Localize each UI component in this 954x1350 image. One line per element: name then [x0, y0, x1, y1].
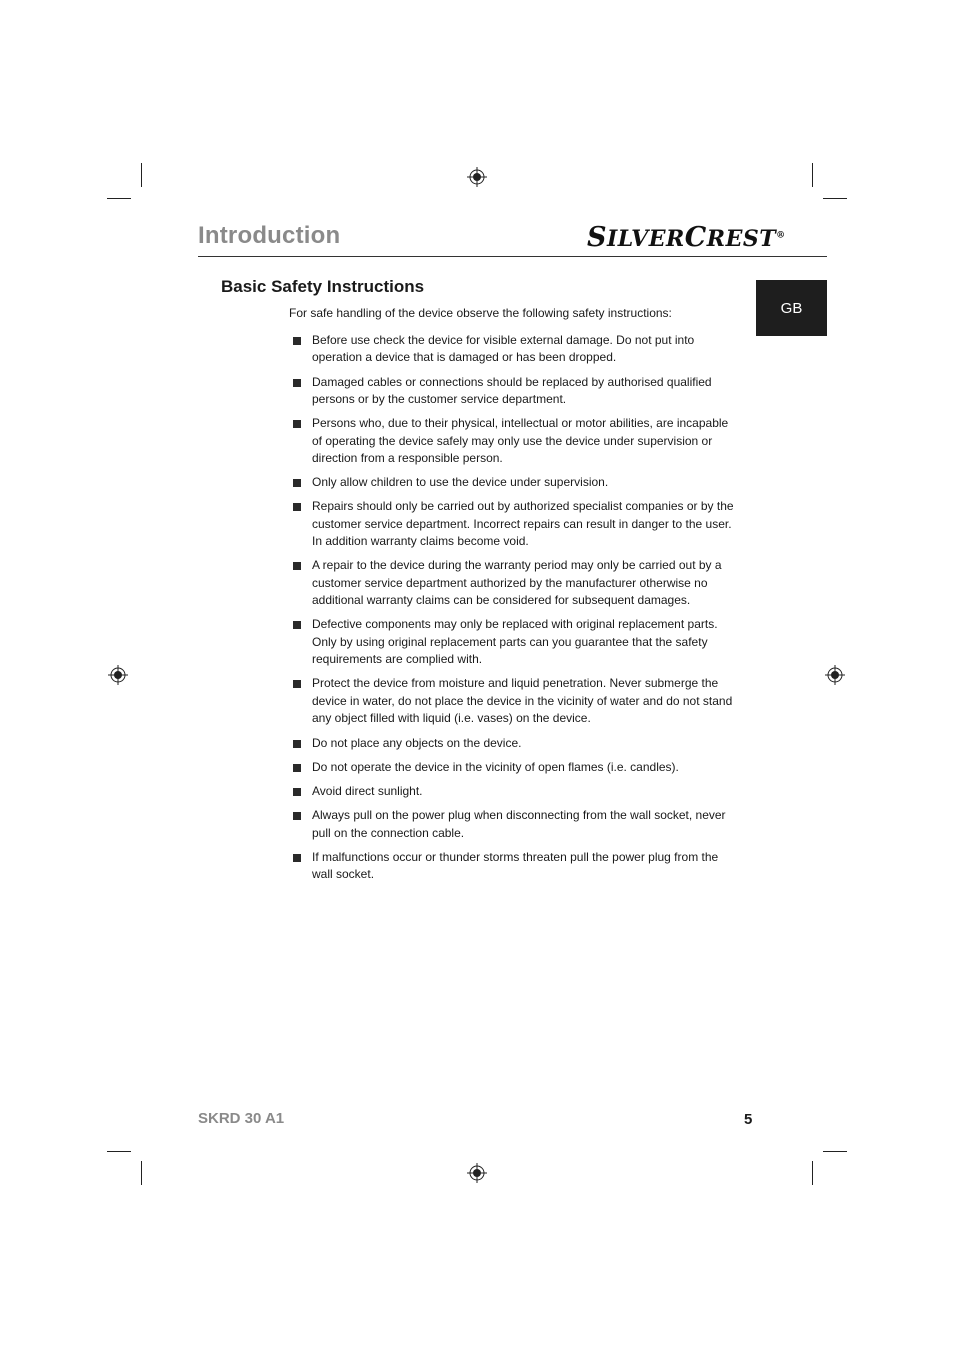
list-item-text: Damaged cables or connections should be replaced by authorised qualified persons or by the customer service department.: [312, 374, 712, 407]
registration-mark-icon: [467, 1163, 487, 1183]
crop-mark: [141, 1161, 142, 1185]
logo-text: ILVER: [607, 226, 685, 252]
bullet-icon: [293, 854, 301, 862]
list-item-text: If malfunctions occur or thunder storms threaten pull the power plug from the wall socket.: [312, 849, 719, 882]
bullet-icon: [293, 379, 301, 387]
crop-mark: [107, 1151, 131, 1152]
list-item: [289, 675, 734, 727]
bullet-icon: [293, 420, 301, 428]
model-number: SKRD 30 A1: [198, 1110, 285, 1127]
list-item-text: Avoid direct sunlight.: [312, 783, 423, 798]
crop-mark: [812, 1161, 813, 1185]
brand-logo: [587, 222, 786, 253]
registration-mark-icon: [108, 665, 128, 685]
bullet-icon: [293, 740, 301, 748]
header-divider: [198, 256, 827, 257]
list-item-text: Do not operate the device in the vicinity of open flames (i.e. candles).: [312, 759, 679, 774]
logo-letter: S: [587, 222, 607, 253]
crop-mark: [107, 198, 131, 199]
list-item: [289, 498, 734, 550]
list-item: [289, 374, 734, 409]
list-item-text: Defective components may only be replaced with original replacement parts. Only by using original replacement parts can you guarantee that the safety requirements are complied with.: [312, 617, 718, 667]
logo-text: REST: [706, 226, 777, 252]
crop-mark: [823, 198, 847, 199]
list-item: [289, 616, 734, 668]
bullet-icon: [293, 503, 301, 511]
list-item: [289, 759, 734, 776]
list-item-text: A repair to the device during the warranty period may only be carried out by a customer service department authorized by the manufacturer otherwise no additional warranty claims can be considered for subsequent damages.: [312, 558, 722, 608]
crop-mark: [823, 1151, 847, 1152]
list-item-text: Before use check the device for visible external damage. Do not put into operation a device that is damaged or has been dropped.: [312, 333, 695, 365]
list-item: [289, 557, 734, 609]
page-title: Introduction: [198, 222, 341, 249]
bullet-icon: [293, 621, 301, 629]
bullet-icon: [293, 562, 301, 570]
bullet-icon: [293, 812, 301, 820]
registration-mark-icon: [825, 665, 845, 685]
bullet-icon: [293, 788, 301, 796]
bullet-icon: [293, 479, 301, 487]
registration-mark-icon: [467, 167, 487, 187]
list-item: [289, 735, 734, 752]
list-item: [289, 783, 734, 800]
list-item: [289, 849, 734, 884]
safety-list: [289, 332, 734, 890]
list-item-text: Only allow children to use the device under supervision.: [312, 475, 609, 490]
bullet-icon: [293, 337, 301, 345]
list-item: [289, 474, 734, 491]
list-item-text: Protect the device from moisture and liquid penetration. Never submerge the device in water, do not place the device in the vicinity of water and do not stand any object filled with liquid (i.e. vases) on the device.: [312, 676, 733, 726]
logo-letter: C: [684, 222, 707, 253]
list-item: [289, 332, 734, 367]
crop-mark: [812, 163, 813, 187]
intro-text: For safe handling of the device observe the following safety instructions:: [289, 306, 672, 320]
trademark-symbol: ®: [776, 230, 786, 241]
bullet-icon: [293, 680, 301, 688]
list-item: [289, 807, 734, 842]
list-item: [289, 415, 734, 467]
bullet-icon: [293, 764, 301, 772]
crop-mark: [141, 163, 142, 187]
list-item-text: Repairs should only be carried out by authorized specialist companies or by the customer service department. Incorrect repairs can result in danger to the user. In addition warranty claims become void.: [312, 499, 734, 549]
language-tab: GB: [756, 280, 827, 336]
list-item-text: Always pull on the power plug when disconnecting from the wall socket, never pull on the connection cable.: [312, 808, 726, 840]
list-item-text: Persons who, due to their physical, intellectual or motor abilities, are incapable of operating the device safely may only use the device under supervision or direction from a responsible person.: [312, 416, 729, 466]
list-item-text: Do not place any objects on the device.: [312, 735, 522, 750]
page-number: 5: [744, 1111, 753, 1128]
section-title: Basic Safety Instructions: [221, 277, 425, 296]
